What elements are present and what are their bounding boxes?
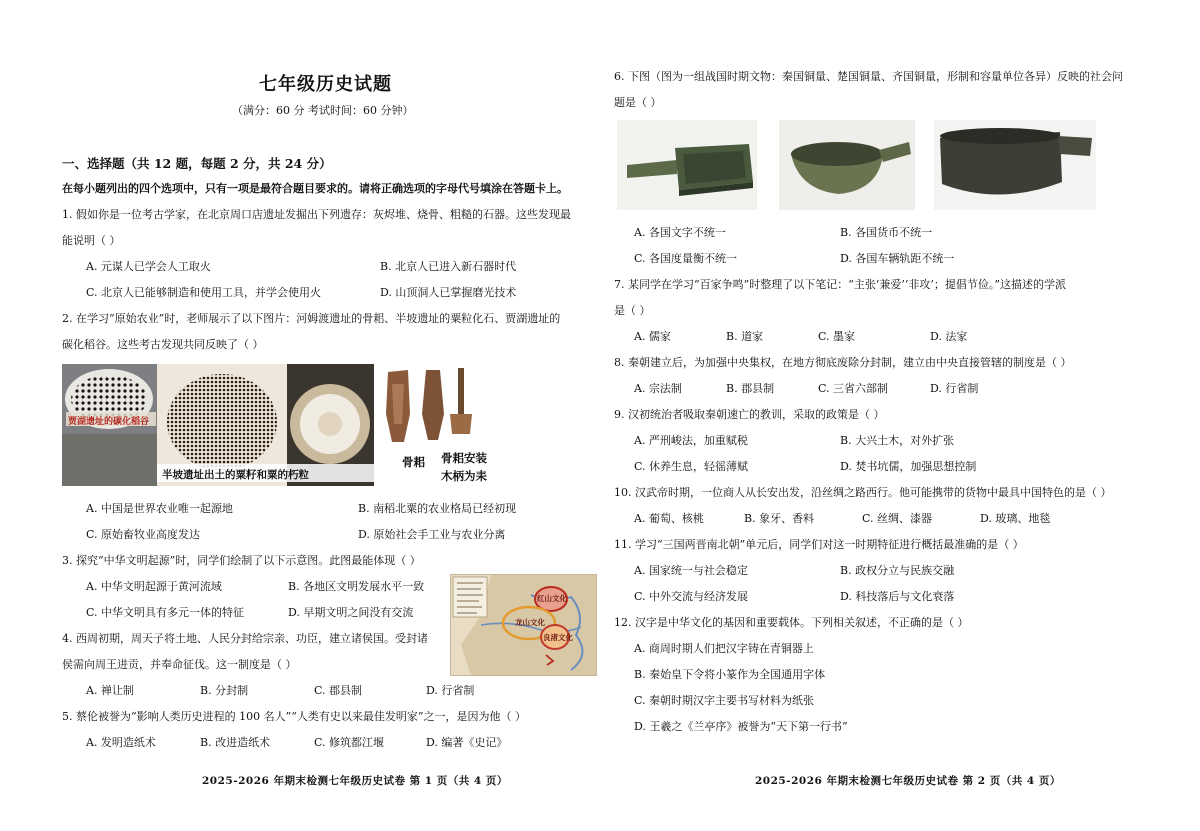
q2-photo-grains — [62, 364, 374, 486]
q4-option-a: A. 禅让制 — [86, 684, 134, 697]
q2-option-a: A. 中国是世界农业唯一起源地 — [86, 502, 233, 515]
q2-option-c: C. 原始畜牧业高度发达 — [86, 528, 201, 541]
q2-caption-bone-2a: 骨耜安装 — [441, 451, 487, 465]
q3-option-a: A. 中华文明起源于黄河流域 — [86, 580, 222, 593]
q3-map-label-hongshan: 红山文化 — [537, 594, 567, 603]
q10-option-c: C. 丝绸、漆器 — [862, 512, 933, 525]
q11-stem: 11. 学习“三国两晋南北朝”单元后，同学们对这一时期特征进行概括最准确的是（ ） — [614, 538, 1024, 551]
q6-photo-qi-measure — [934, 120, 1096, 210]
q11-option-c: C. 中外交流与经济发展 — [634, 590, 749, 603]
q4-stem-line2: 侯需向周王进贡，并奉命征伐。这一制度是（ ） — [62, 658, 297, 671]
q7-option-c: C. 墨家 — [818, 330, 856, 343]
q2-caption-bone-1: 骨耜 — [402, 455, 425, 469]
exam-title: 七年级历史试题 — [259, 74, 392, 95]
q8-option-b: B. 郡县制 — [726, 382, 775, 395]
q2-stem-line1: 2. 在学习“原始农业”时，老师展示了以下图片：河姆渡遗址的骨耜、半坡遗址的粟粒化石、贾湖遗址的 — [62, 312, 561, 325]
q6-photo-chu-measure — [779, 120, 915, 210]
q9-option-d: D. 焚书坑儒，加强思想控制 — [840, 460, 977, 473]
q12-option-c: C. 秦朝时期汉字主要书写材料为纸张 — [634, 694, 815, 707]
q11-option-a: A. 国家统一与社会稳定 — [634, 564, 748, 577]
q5-option-d: D. 编著《史记》 — [426, 736, 508, 749]
q6-photo-qin-measure — [617, 120, 757, 210]
q12-option-b: B. 秦始皇下令将小篆作为全国通用字体 — [634, 668, 826, 681]
q12-option-a: A. 商周时期人们把汉字铸在青铜器上 — [634, 642, 814, 655]
q4-option-b: B. 分封制 — [200, 684, 249, 697]
q3-stem: 3. 探究“中华文明起源”时，同学们绘制了以下示意图。此图最能体现（ ） — [62, 554, 421, 567]
q8-stem: 8. 秦朝建立后，为加强中央集权，在地方彻底废除分封制，建立由中央直接管辖的制度是（ ） — [614, 356, 1072, 369]
q5-option-a: A. 发明造纸术 — [86, 736, 156, 749]
q7-option-a: A. 儒家 — [634, 330, 671, 343]
q3-culture-map — [450, 574, 597, 676]
q7-option-b: B. 道家 — [726, 330, 764, 343]
page-2-footer: 2025-2026 年期末检测七年级历史试卷 第 2 页（共 4 页） — [755, 775, 1061, 787]
exam-subtitle: （满分：60 分 考试时间：60 分钟） — [232, 104, 414, 117]
exam-page-2 — [600, 0, 1200, 831]
q7-stem-line2: 是（ ） — [614, 304, 651, 317]
page-1-footer: 2025-2026 年期末检测七年级历史试卷 第 1 页（共 4 页） — [202, 775, 508, 787]
q3-option-c: C. 中华文明具有多元一体的特征 — [86, 606, 245, 619]
q8-option-d: D. 行省制 — [930, 382, 979, 395]
q7-stem-line1: 7. 某同学在学习“百家争鸣”时整理了以下笔记：“主张‘兼爱’‘非攻’；提倡节俭。”这描述的学派 — [614, 278, 1066, 291]
q9-option-a: A. 严刑峻法，加重赋税 — [634, 434, 748, 447]
q4-stem-line1: 4. 西周初期，周天子将土地、人民分封给宗亲、功臣，建立诸侯国。受封诸 — [62, 632, 428, 645]
q4-option-d: D. 行省制 — [426, 684, 475, 697]
q10-option-b: B. 象牙、香料 — [744, 512, 815, 525]
q3-map-label-longshan: 龙山文化 — [515, 618, 545, 627]
q9-option-b: B. 大兴土木，对外扩张 — [840, 434, 955, 447]
q1-option-b: B. 北京人已进入新石器时代 — [380, 260, 517, 273]
q2-caption-millet: 半坡遗址出土的粟籽和粟的朽粒 — [162, 469, 309, 481]
q1-option-c: C. 北京人已能够制造和使用工具，并学会使用火 — [86, 286, 322, 299]
q11-option-d: D. 科技落后与文化衰落 — [840, 590, 955, 603]
q5-option-b: B. 改进造纸术 — [200, 736, 271, 749]
q6-option-b: B. 各国货币不统一 — [840, 226, 933, 239]
q2-option-d: D. 原始社会手工业与农业分离 — [358, 528, 506, 541]
q5-stem: 5. 蔡伦被誉为“影响人类历史进程的 100 名人”“人类有史以来最佳发明家”之一，是因为他（ ） — [62, 710, 526, 723]
q8-option-a: A. 宗法制 — [634, 382, 682, 395]
q2-caption-rice: 贾湖遗址的碳化稻谷 — [68, 417, 150, 427]
q4-option-c: C. 郡县制 — [314, 684, 363, 697]
q6-stem-line2: 题是（ ） — [614, 96, 662, 109]
q9-stem: 9. 汉初统治者吸取秦朝速亡的教训，采取的政策是（ ） — [614, 408, 885, 421]
q2-photo-bone-tools — [380, 364, 495, 486]
q1-option-a: A. 元谋人已学会人工取火 — [86, 260, 211, 273]
q10-option-d: D. 玻璃、地毯 — [980, 512, 1051, 525]
q8-option-c: C. 三省六部制 — [818, 382, 889, 395]
q2-stem-line2: 碳化稻谷。这些考古发现共同反映了（ ） — [62, 338, 264, 351]
q6-option-c: C. 各国度量衡不统一 — [634, 252, 738, 265]
q12-stem: 12. 汉字是中华文化的基因和重要载体。下列相关叙述，不正确的是（ ） — [614, 616, 969, 629]
q6-option-a: A. 各国文字不统一 — [634, 226, 726, 239]
q12-option-d: D. 王羲之《兰亭序》被誉为“天下第一行书” — [634, 720, 848, 733]
q3-option-b: B. 各地区文明发展水平一致 — [288, 580, 425, 593]
q1-option-d: D. 山顶洞人已掌握磨光技术 — [380, 286, 517, 299]
q1-stem-line1: 1. 假如你是一位考古学家，在北京周口店遗址发掘出下列遗存：灰烬堆、烧骨、粗糙的石器。这些发现最 — [62, 208, 571, 221]
q2-option-b: B. 南稻北粟的农业格局已经初现 — [358, 502, 517, 515]
section-heading: 一、选择题（共 12 题，每题 2 分，共 24 分） — [62, 156, 332, 171]
instruction: 在每小题列出的四个选项中，只有一项是最符合题目要求的。请将正确选项的字母代号填涂在答题卡上。 — [62, 182, 568, 195]
q6-stem-line1: 6. 下图（图为一组战国时期文物：秦国铜量、楚国铜量、齐国铜量，形制和容量单位各异）反映的社会问 — [614, 70, 1123, 83]
q10-option-a: A. 葡萄、核桃 — [634, 512, 704, 525]
q11-option-b: B. 政权分立与民族交融 — [840, 564, 955, 577]
q9-option-c: C. 休养生息，轻徭薄赋 — [634, 460, 749, 473]
q3-option-d: D. 早期文明之间没有交流 — [288, 606, 414, 619]
q6-option-d: D. 各国车辆轨距不统一 — [840, 252, 955, 265]
q10-stem: 10. 汉武帝时期，一位商人从长安出发，沿丝绸之路西行。他可能携带的货物中最具中国特色的是（ ） — [614, 486, 1112, 499]
q2-caption-bone-2b: 木柄为耒 — [441, 469, 487, 483]
q5-option-c: C. 修筑都江堰 — [314, 736, 385, 749]
q3-map-label-liangzhu: 良渚文化 — [543, 633, 573, 642]
q1-stem-line2: 能说明（ ） — [62, 234, 121, 247]
q7-option-d: D. 法家 — [930, 330, 968, 343]
